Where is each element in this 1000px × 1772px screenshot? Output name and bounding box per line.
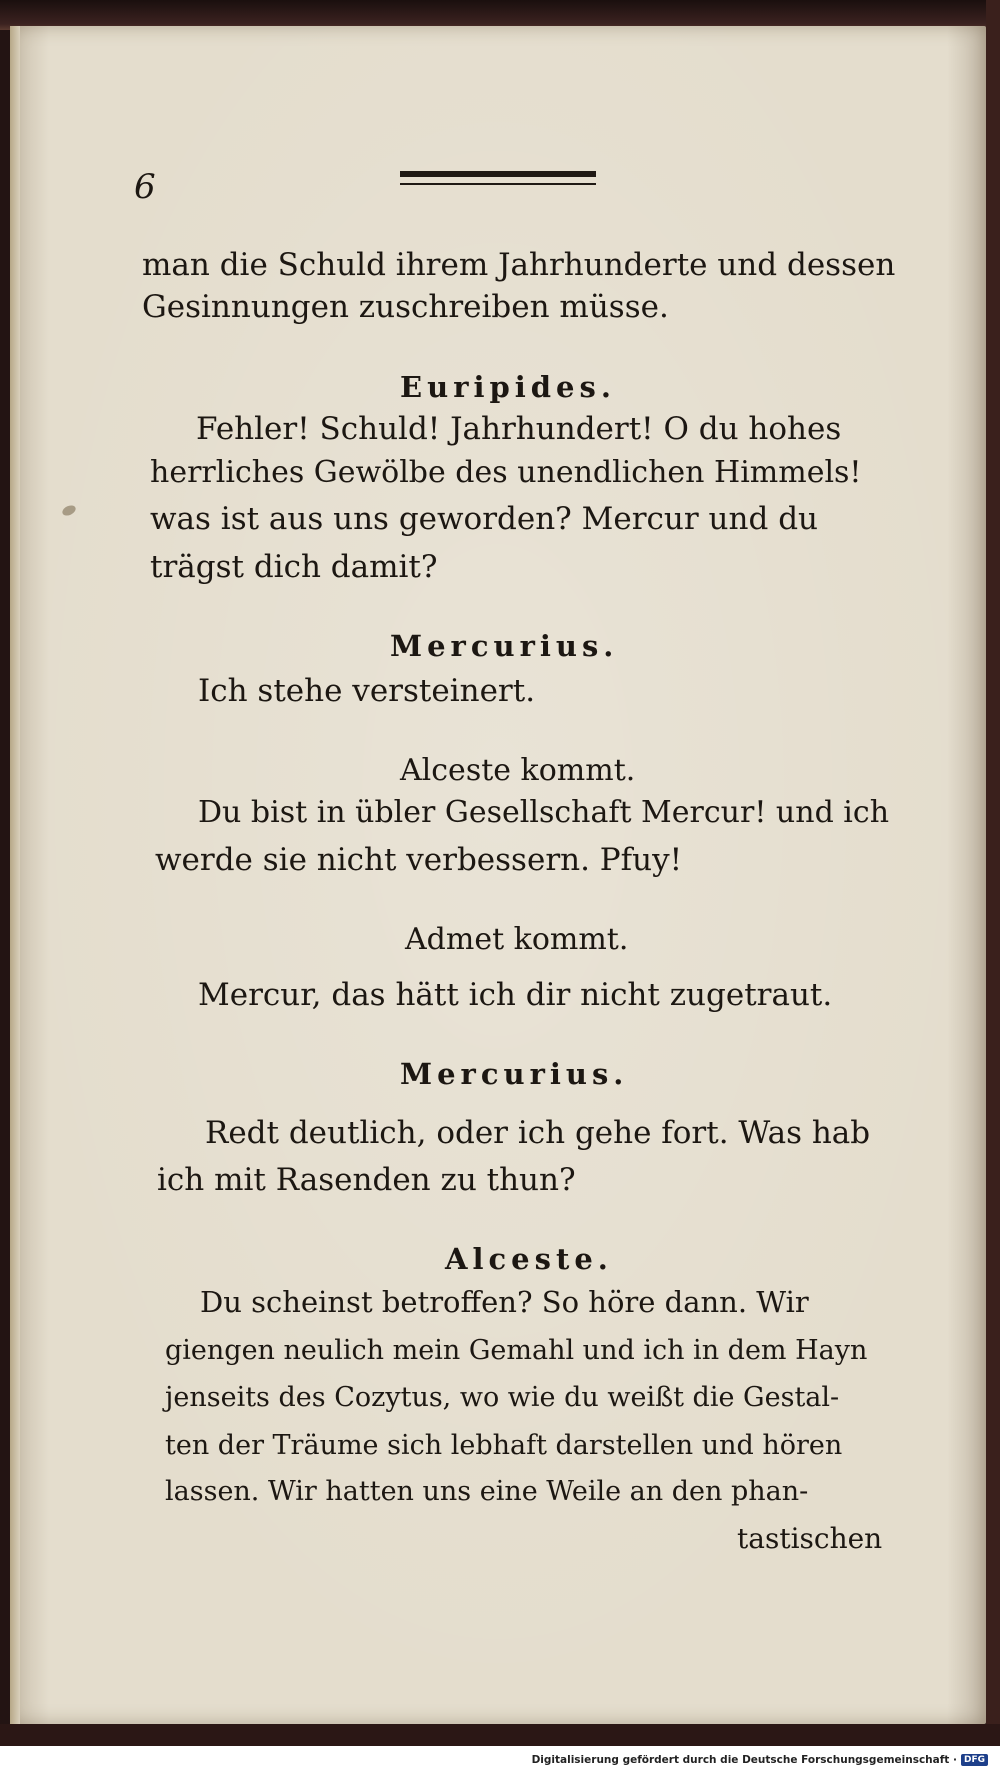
text-line: Mercur, das hätt ich dir nicht zugetraut. xyxy=(198,977,833,1013)
page-number: 6 xyxy=(134,167,156,207)
text-line: man die Schuld ihrem Jahrhunderte und dessen xyxy=(142,247,896,283)
page-gutter-edge xyxy=(10,26,20,1724)
text-line: was ist aus uns geworden? Mercur und du xyxy=(150,501,818,537)
catchword: tastischen xyxy=(737,1522,883,1555)
text-line: Gesinnungen zuschreiben müsse. xyxy=(142,289,669,325)
text-line: Du bist in übler Gesellschaft Mercur! und ich xyxy=(198,795,890,830)
text-line: Du scheinst betroffen? So höre dann. Wir xyxy=(200,1285,809,1319)
binding-right xyxy=(986,0,1000,1772)
text-line: Ich stehe versteinert. xyxy=(198,673,536,709)
stage-direction: Alceste kommt. xyxy=(400,753,636,788)
credit-text: Digitalisierung gefördert durch die Deutsche Forschungsgemeinschaft · xyxy=(531,1754,957,1766)
dfg-logo-icon: DFG xyxy=(961,1754,988,1766)
text-line: trägst dich damit? xyxy=(150,549,438,585)
header-rule-thick xyxy=(400,171,596,177)
speaker-mercurius: Mercurius. xyxy=(400,1057,629,1091)
speaker-alceste: Alceste. xyxy=(445,1242,613,1276)
binding-bottom xyxy=(0,1724,1000,1746)
text-line: ten der Träume sich lebhaft darstellen und hören xyxy=(165,1430,843,1461)
header-rule-thin xyxy=(400,183,596,185)
text-line: lassen. Wir hatten uns eine Weile an den phan- xyxy=(165,1476,809,1507)
text-line: giengen neulich mein Gemahl und ich in dem Hayn xyxy=(165,1335,868,1366)
stage-direction: Admet kommt. xyxy=(405,922,629,957)
text-line: herrliches Gewölbe des unendlichen Himmels! xyxy=(150,455,862,490)
speaker-euripides: Euripides. xyxy=(400,370,616,404)
text-line: Fehler! Schuld! Jahrhundert! O du hohes xyxy=(196,411,842,447)
digitization-credit xyxy=(532,1751,988,1769)
text-line: jenseits des Cozytus, wo wie du weißt die Gestal- xyxy=(165,1382,840,1413)
speaker-mercurius: Mercurius. xyxy=(390,629,619,663)
text-line: ich mit Rasenden zu thun? xyxy=(157,1162,576,1198)
text-line: werde sie nicht verbessern. Pfuy! xyxy=(155,842,683,878)
text-line: Redt deutlich, oder ich gehe fort. Was hab xyxy=(205,1115,871,1151)
